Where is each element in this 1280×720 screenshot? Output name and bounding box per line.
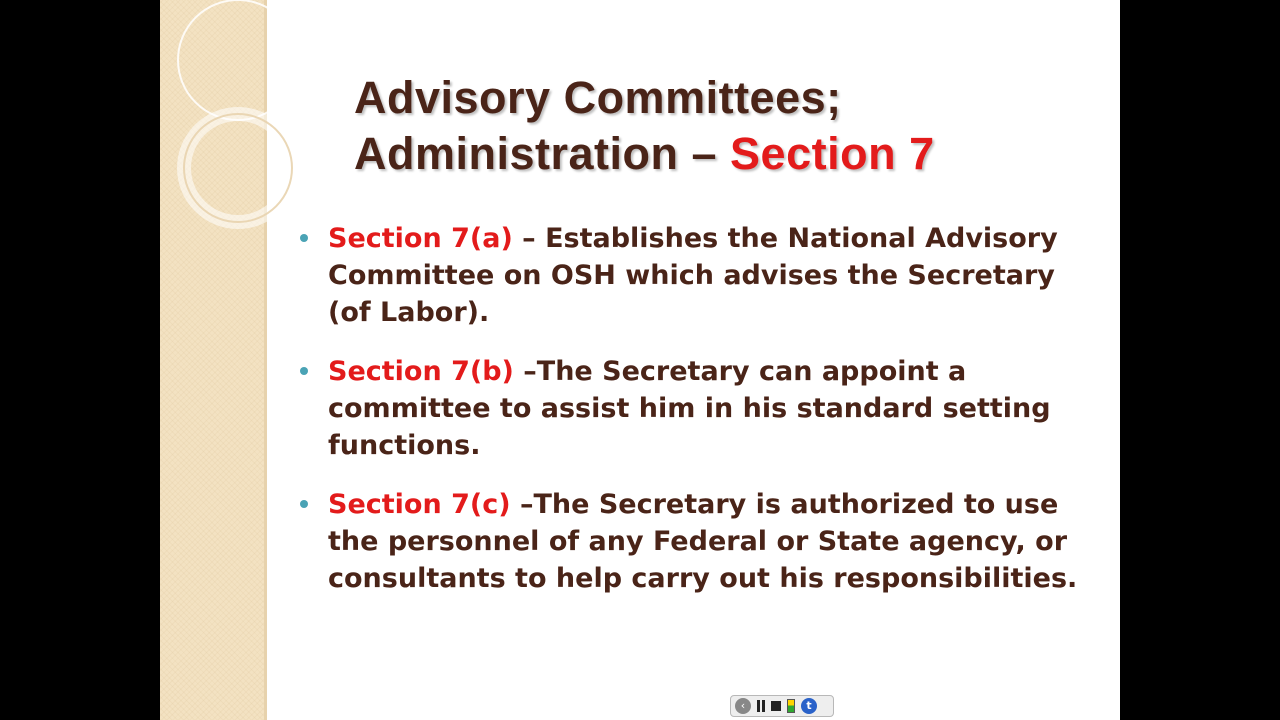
player-logo-icon[interactable]: t	[801, 698, 817, 714]
pause-icon[interactable]	[757, 700, 765, 712]
decorative-circles-icon	[160, 0, 300, 260]
bullet-section-label: Section 7(b)	[328, 356, 514, 387]
bullet-item	[300, 220, 1100, 331]
title-line-1: Advisory Committees;	[354, 72, 842, 123]
bullet-item	[300, 353, 1100, 464]
bullet-list	[300, 220, 1100, 619]
bullet-item	[300, 486, 1100, 597]
letterbox-left	[0, 0, 160, 720]
bullet-dot-icon	[300, 234, 308, 242]
presentation-slide	[160, 0, 1120, 720]
bullet-text: –The Secretary is authorized to use the personnel of any Federal or State agency, or consultants to help carry out his responsibilities.	[328, 489, 1078, 594]
bullet-section-label: Section 7(c)	[328, 489, 511, 520]
back-arrow-icon[interactable]: ‹	[735, 698, 751, 714]
stop-icon[interactable]	[771, 701, 781, 711]
title-section-accent: Section 7	[730, 128, 935, 179]
letterbox-right	[1120, 0, 1280, 720]
bullet-dot-icon	[300, 500, 308, 508]
bullet-section-label: Section 7(a)	[328, 223, 513, 254]
bullet-text: – Establishes the National Advisory Committee on OSH which advises the Secretary (of Labor).	[328, 223, 1058, 328]
bullet-text: –The Secretary can appoint a committee to assist him in his standard setting functions.	[328, 356, 1051, 461]
slide-title	[354, 70, 1094, 182]
volume-level-icon[interactable]	[787, 699, 795, 713]
title-line-2	[354, 126, 1094, 182]
bullet-dot-icon	[300, 367, 308, 375]
player-controls	[730, 695, 834, 717]
title-line-2-prefix: Administration –	[354, 128, 731, 179]
